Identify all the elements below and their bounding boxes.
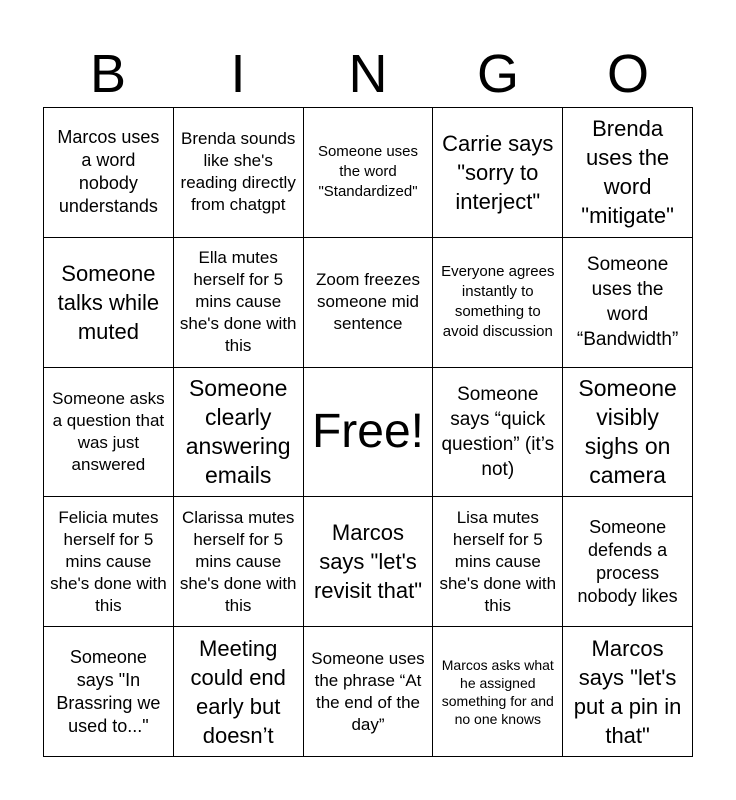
cell-text: Someone asks a question that was just answered <box>52 388 165 474</box>
bingo-cell[interactable] <box>304 627 434 757</box>
bingo-cell[interactable] <box>174 368 304 498</box>
bingo-cell[interactable] <box>433 627 563 757</box>
free-space-text: Free! <box>311 404 424 458</box>
cell-text: Ella mutes herself for 5 mins cause she's done with this <box>179 248 297 356</box>
bingo-cell[interactable] <box>174 627 304 757</box>
free-space-cell[interactable] <box>304 368 434 498</box>
header-letter-n: N <box>348 44 388 104</box>
bingo-cell[interactable] <box>44 497 174 627</box>
cell-text: Marcos asks what he assigned something for and no one knows <box>441 656 554 727</box>
bingo-cell[interactable] <box>433 108 563 238</box>
cell-text: Lisa mutes herself for 5 mins cause she's done with this <box>439 507 557 615</box>
bingo-cell[interactable] <box>563 108 693 238</box>
bingo-cell[interactable] <box>174 497 304 627</box>
cell-text: Someone uses the word "Standardized" <box>317 143 419 201</box>
bingo-card-grid <box>43 107 693 757</box>
bingo-cell[interactable] <box>44 238 174 368</box>
bingo-cell[interactable] <box>433 368 563 498</box>
cell-text: Marcos uses a word nobody understands <box>57 127 160 217</box>
bingo-cell[interactable] <box>174 108 304 238</box>
bingo-header <box>43 40 693 108</box>
cell-text: Someone says "In Brassring we used to..." <box>56 646 161 736</box>
cell-text: Carrie says "sorry to interject" <box>442 130 554 214</box>
bingo-cell[interactable] <box>44 368 174 498</box>
cell-text: Marcos says "let's put a pin in that" <box>573 635 682 748</box>
cell-text: Someone uses the word “Bandwidth” <box>576 254 679 351</box>
header-letter-i: I <box>230 44 246 104</box>
bingo-cell[interactable] <box>433 238 563 368</box>
cell-text: Zoom freezes someone mid sentence <box>316 270 420 334</box>
bingo-cell[interactable] <box>44 108 174 238</box>
cell-text: Meeting could end early but doesn’t <box>190 635 286 748</box>
header-letter-b: B <box>89 44 127 104</box>
bingo-cell[interactable] <box>563 368 693 498</box>
bingo-cell[interactable] <box>174 238 304 368</box>
cell-text: Someone uses the phrase “At the end of the day” <box>311 648 425 734</box>
bingo-cell[interactable] <box>563 497 693 627</box>
cell-text: Someone clearly answering emails <box>185 374 291 488</box>
cell-text: Marcos says "let's revisit that" <box>313 520 423 604</box>
header-letter-g: G <box>476 44 519 104</box>
cell-text: Felicia mutes herself for 5 mins cause she's done with this <box>50 507 167 615</box>
cell-text: Brenda sounds like she's reading directly from chatgpt <box>180 129 296 215</box>
bingo-cell[interactable] <box>44 627 174 757</box>
cell-text: Brenda uses the word "mitigate" <box>581 116 674 229</box>
header-letter-o: O <box>606 44 649 104</box>
bingo-cell[interactable] <box>304 238 434 368</box>
bingo-cell[interactable] <box>304 108 434 238</box>
cell-text: Someone visibly sighs on camera <box>578 374 677 488</box>
cell-text: Someone says “quick question” (it’s not) <box>441 383 555 480</box>
cell-text: Someone defends a process nobody likes <box>577 516 678 606</box>
cell-text: Clarissa mutes herself for 5 mins cause she's done with this <box>179 507 297 615</box>
cell-text: Everyone agrees instantly to something to avoid discussion <box>441 263 555 341</box>
bingo-cell[interactable] <box>563 627 693 757</box>
bingo-cell[interactable] <box>304 497 434 627</box>
bingo-cell[interactable] <box>563 238 693 368</box>
cell-text: Someone talks while muted <box>57 260 160 344</box>
bingo-cell[interactable] <box>433 497 563 627</box>
